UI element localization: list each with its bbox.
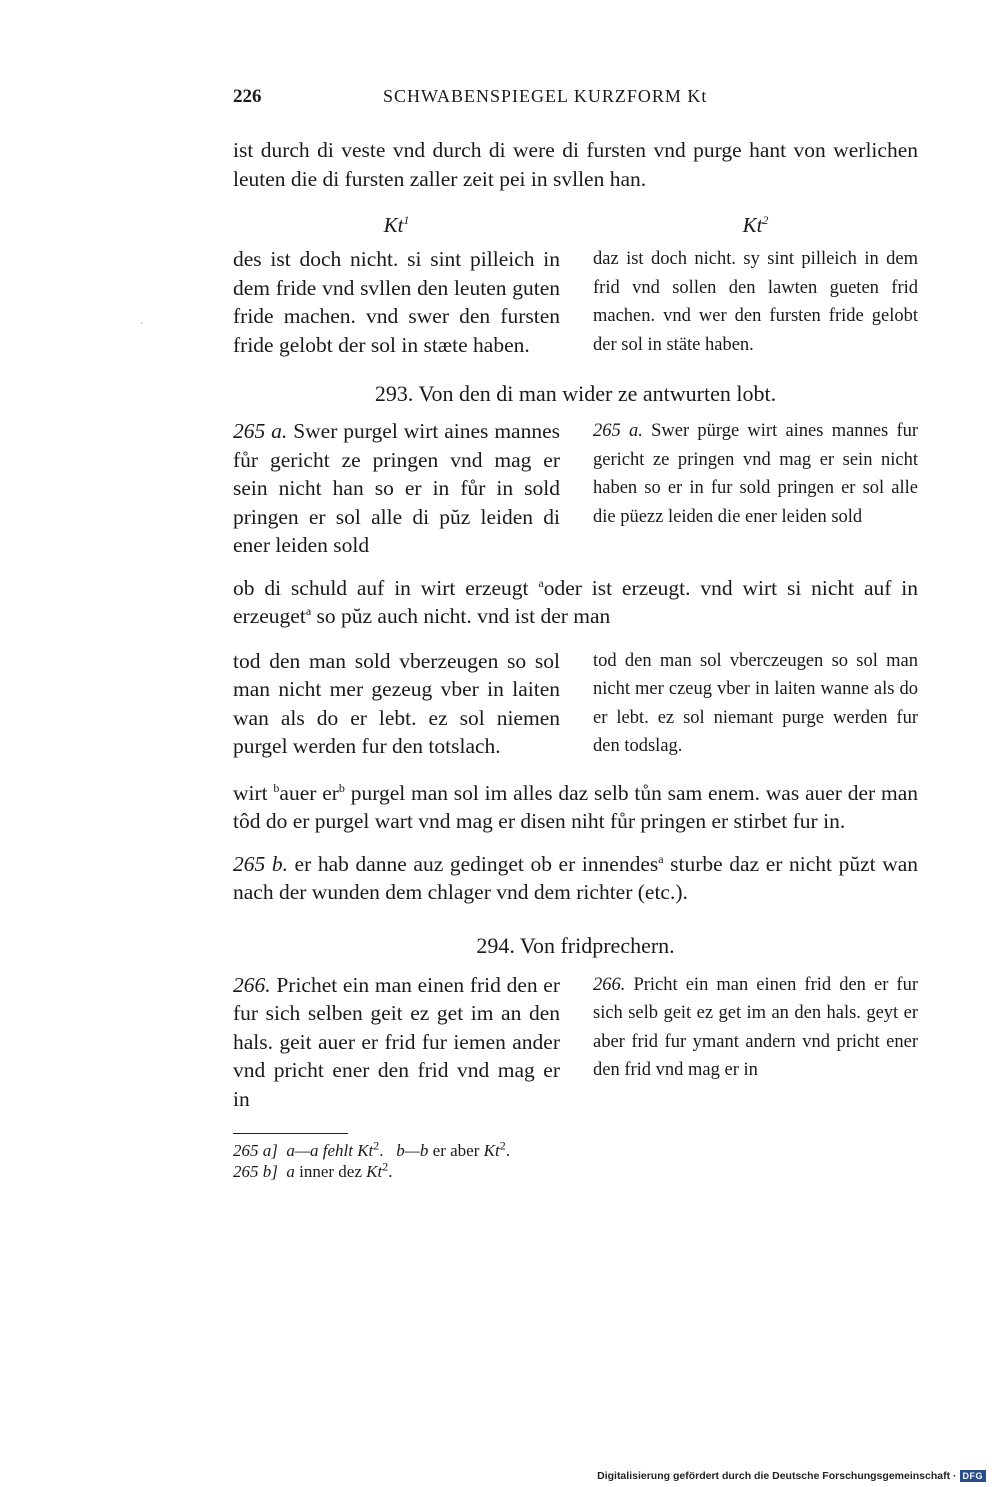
scan-speck: ` — [140, 322, 144, 333]
parallel-block-2 — [233, 417, 918, 560]
footer-text: Digitalisierung gefördert durch die Deutsche Forschungsgemeinschaft · — [597, 1470, 957, 1482]
footnote-265a: 265 a] a—a fehlt Kt$^2$. b—b er aber Kt$^2$. — [233, 1138, 510, 1160]
kt2-text: tod den man sol vberczeugen so sol man nicht mer czeug vber in laiten wanne als do er lebt. ez sol niemant purge werden fur den todslag. — [593, 650, 918, 756]
section-title-294: 294. Von fridprechern. — [476, 932, 675, 958]
parallel-block-4 — [233, 971, 918, 1114]
kt1-text: 265 a. Swer purgel wirt aines mannes fůr gericht ze pringen vnd mag er sein nicht han so er in fůr in sold pringen er sol alle di pŭz leiden di ener leiden sold — [233, 419, 560, 557]
parallel-block-1 — [233, 245, 918, 359]
intro-paragraph: ist durch di veste vnd durch di were di fursten vnd purge hant von werlichen leuten die di fursten zaller zeit pei in svllen han. — [233, 138, 918, 191]
column-labels — [233, 213, 918, 245]
running-head: SCHWABENSPIEGEL KURZFORM Kt — [383, 86, 708, 106]
kt1-text: des ist doch nicht. si sint pilleich in dem fride vnd svllen den leuten guten fride machen. vnd swer den fursten fride gelobt der sol in stæte haben. — [233, 247, 560, 357]
digitization-footer — [597, 1470, 986, 1482]
shared-paragraph-2: wirt $^b$auer $er^b$ purgel man sol im alles daz selb tůn sam enem. was auer der man tôd do er purgel wart vnd mag er disen niht fůr pringen er stirbet fur in. — [233, 780, 918, 833]
column-label-kt1: Kt$^1$ — [383, 213, 410, 237]
page — [233, 86, 918, 1182]
dfg-logo: DFG — [960, 1470, 987, 1482]
kt2-text: daz ist doch nicht. sy sint pilleich in dem frid vnd sollen den lawten gueten frid machen. vnd wer den fursten fride gelobt der sol in stäte haben. — [593, 249, 918, 355]
shared-paragraph-1: ob di schuld auf in wirt erzeugt $^a$oder ist erzeugt. vnd wirt si nicht auf in erzeuget$^a$ so pŭz auch nicht. vnd ist der man — [233, 575, 918, 628]
section-title-293: 293. Von den di man wider ze antwurten lobt. — [374, 381, 777, 406]
parallel-block-3 — [233, 647, 918, 761]
page-number: 226 — [233, 86, 262, 107]
kt2-text: 265 a. Swer pürge wirt aines mannes fur gericht ze pringen vnd mag er sein nicht haben so er in fur sold pringen er sol alle die püezz leiden die ener leiden sold — [593, 421, 919, 527]
kt2-text: 266. Pricht ein man einen frid den er fur sich selb geit ez get im an den hals. geyt er aber frid fur ymant andern vnd pricht ener den frid vnd mag er in — [593, 974, 919, 1080]
paragraph-265b: 265 b. er hab danne auz gedinget ob er innendes$^a$ sturbe daz er nicht pŭzt wan nach der wunden dem chlager vnd dem richter (etc.). — [233, 851, 919, 904]
kt1-text: tod den man sold vberzeugen so sol man nicht mer gezeug vber in laiten wan als do er lebt. ez sol niemen purgel werden fur den totslach. — [233, 648, 560, 758]
column-label-kt2: Kt$^2$ — [742, 213, 769, 237]
footnotes — [233, 1140, 918, 1182]
footnote-rule — [233, 1133, 348, 1134]
page-header — [233, 86, 918, 120]
footnote-265b: 265 b] a inner dez Kt$^2$. — [233, 1159, 393, 1181]
kt1-text: 266. Prichet ein man einen frid den er fur sich selben geit ez get im an den hals. geit auer er frid fur iemen ander vnd pricht ener den frid vnd mag er in — [233, 972, 561, 1111]
